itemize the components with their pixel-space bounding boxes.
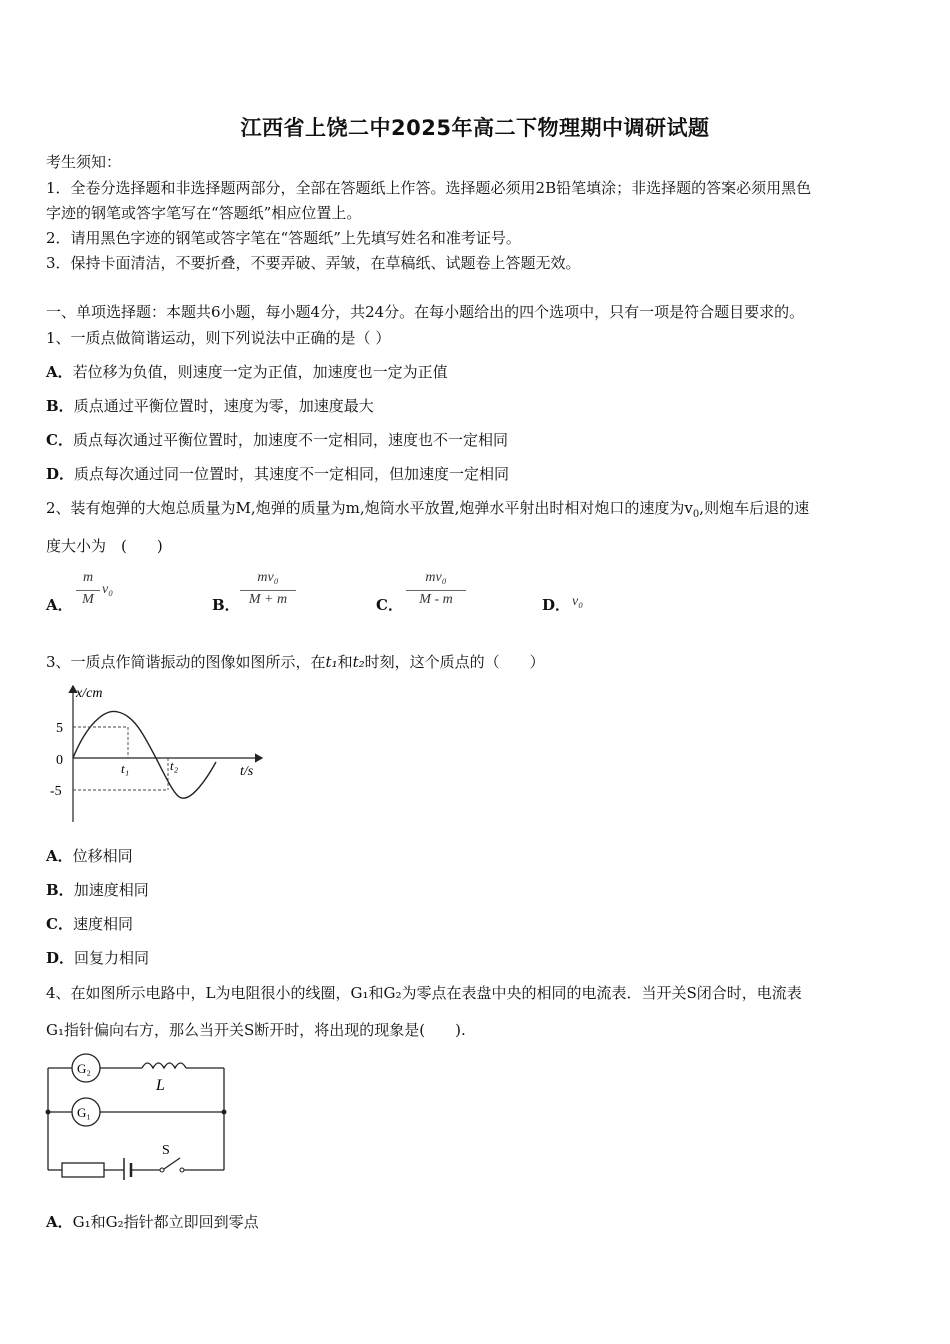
- junction-dot: [222, 1110, 227, 1115]
- option-text: 回复力相同: [74, 949, 150, 967]
- resistor: [62, 1163, 104, 1177]
- q2-stem-sub: 0: [692, 509, 700, 520]
- q2-stem-a: 2、装有炮弹的大炮总质量为M,炮弹的质量为m,炮筒水平放置,炮弹水平射出时相对炮口的速度为v: [46, 499, 693, 517]
- q2-option-d[interactable]: D．: [542, 596, 571, 614]
- notice-item-1: 1．全卷分选择题和非选择题两部分，全部在答题纸上作答。选择题必须用2B铅笔填涂；非选择题的答案必须用黑色: [46, 179, 812, 197]
- q3-option-d[interactable]: [46, 948, 149, 968]
- q2-option-c-fraction: [406, 570, 466, 614]
- g1-label: G₁: [77, 1105, 91, 1120]
- option-label: D．: [46, 465, 75, 483]
- section-heading: 一、单项选择题：本题共6小题，每小题4分，共24分。在每小题给出的四个选项中，只有一项是符合题目要求的。: [46, 303, 805, 321]
- option-text: 质点每次通过平衡位置时，加速度不一定相同，速度也不一定相同: [72, 431, 508, 449]
- y-axis-label: x/cm: [76, 686, 103, 701]
- option-label: B．: [46, 881, 74, 899]
- option-label: C．: [46, 431, 73, 449]
- q4-stem-line2: G₁指针偏向右方，那么当开关S断开时，将出现的现象是( ).: [46, 1021, 466, 1039]
- x-axis-label: t/s: [240, 764, 254, 779]
- option-label: D．: [46, 949, 75, 967]
- option-label: A．: [46, 1213, 73, 1231]
- t1-label: t₁: [121, 761, 130, 776]
- y-tick-5: 5: [56, 721, 63, 736]
- y-tick-minus-5: -5: [50, 784, 62, 799]
- notice-item-1-cont: 字迹的钢笔或答字笔写在“答题纸”相应位置上。: [46, 204, 362, 222]
- q3-option-b[interactable]: [46, 880, 149, 900]
- option-label: A．: [46, 363, 73, 381]
- q2-option-a-tail: v₀: [102, 582, 114, 597]
- q2-option-a-fraction: [76, 570, 100, 614]
- q2-stem: [46, 498, 906, 525]
- switch-blade: [164, 1158, 180, 1169]
- q2-option-a[interactable]: A．: [46, 596, 73, 614]
- fraction-bar: [76, 590, 100, 591]
- page-title: 江西省上饶二中2025年高二下物理期中调研试题: [240, 116, 710, 140]
- q1-stem: 1、一质点做简谐运动，则下列说法中正确的是（ ）: [46, 329, 391, 347]
- notice-heading: 考生须知：: [46, 153, 122, 171]
- q3-graph: [46, 680, 276, 828]
- option-text: 若位移为负值，则速度一定为正值，加速度也一定为正值: [72, 363, 448, 381]
- fraction-denominator: M - m: [419, 592, 453, 607]
- option-text: 质点每次通过同一位置时，其速度不一定相同，但加速度一定相同: [74, 465, 510, 483]
- fraction-bar: [240, 590, 296, 591]
- q3-t2: t₂: [352, 653, 365, 671]
- q2-stem-b: ,则炮车后退的速: [699, 499, 810, 517]
- q1-option-c[interactable]: [46, 430, 508, 450]
- q2-option-d-value: v₀: [572, 594, 584, 609]
- notice-item-3: 3．保持卡面清洁，不要折叠，不要弄破、弄皱，在草稿纸、试题卷上答题无效。: [46, 254, 581, 272]
- q3-stem: [46, 652, 906, 672]
- option-label: C．: [46, 915, 73, 933]
- g2-label: G₂: [77, 1061, 91, 1076]
- fraction-numerator: mv₀: [425, 570, 447, 585]
- q4-circuit: [40, 1050, 235, 1180]
- q3-option-c[interactable]: [46, 914, 133, 934]
- q2-stem-line2: 度大小为 ( ): [46, 537, 163, 555]
- q1-option-a[interactable]: [46, 362, 448, 382]
- notice-item-2: 2．请用黑色字迹的钢笔或答字笔在“答题纸”上先填写姓名和准考证号。: [46, 229, 521, 247]
- q1-option-d[interactable]: [46, 464, 509, 484]
- switch-contact: [180, 1168, 184, 1172]
- sine-curve: [73, 711, 216, 798]
- junction-dot: [46, 1110, 51, 1115]
- q4-option-a[interactable]: [46, 1212, 259, 1232]
- q2-option-b-fraction: [240, 570, 296, 614]
- fraction-numerator: m: [82, 570, 94, 585]
- q3-stem-and: 和: [337, 653, 353, 671]
- q2-option-c[interactable]: C．: [376, 596, 403, 614]
- q3-stem-b: 时刻，这个质点的（ ）: [364, 653, 545, 671]
- fraction-bar: [406, 590, 466, 591]
- fraction-denominator: M: [82, 592, 94, 607]
- switch-label: S: [162, 1143, 170, 1158]
- switch-contact: [160, 1168, 164, 1172]
- t2-label: t₂: [170, 758, 179, 773]
- q3-stem-a: 3、一质点作简谐振动的图像如图所示，在: [46, 653, 326, 671]
- inductor-label: L: [156, 1077, 165, 1094]
- fraction-denominator: M + m: [248, 592, 288, 607]
- option-text: G₁和G₂指针都立即回到零点: [72, 1213, 259, 1231]
- fraction-numerator: mv₀: [257, 570, 279, 585]
- q4-stem-line1: 4、在如图所示电路中，L为电阻很小的线圈，G₁和G₂为零点在表盘中央的相同的电流表．当开关S闭合时，电流表: [46, 984, 802, 1002]
- q3-option-a[interactable]: [46, 846, 133, 866]
- option-text: 速度相同: [72, 915, 133, 933]
- option-text: 质点通过平衡位置时，速度为零，加速度最大: [73, 397, 374, 415]
- q3-t1: t₁: [325, 653, 338, 671]
- q2-option-b[interactable]: B．: [212, 596, 240, 614]
- option-text: 位移相同: [72, 847, 133, 865]
- option-text: 加速度相同: [73, 881, 149, 899]
- inductor-coil: [142, 1063, 186, 1068]
- y-tick-0: 0: [56, 753, 63, 768]
- q1-option-b[interactable]: [46, 396, 374, 416]
- option-label: A．: [46, 847, 73, 865]
- option-label: B．: [46, 397, 74, 415]
